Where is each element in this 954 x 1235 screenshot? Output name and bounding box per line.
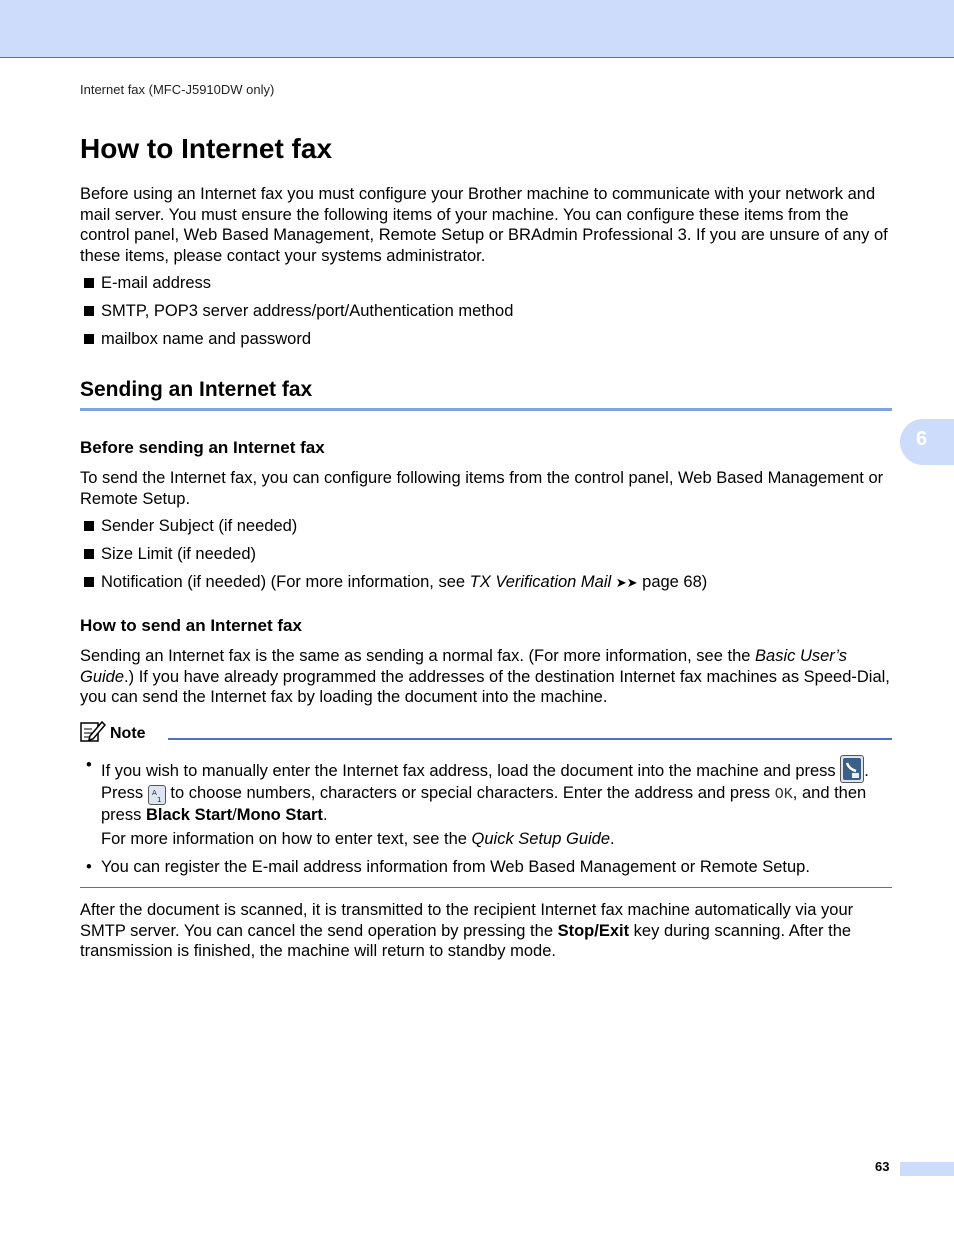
page-number: 63 [875, 1159, 890, 1174]
square-bullet-icon [84, 521, 94, 531]
subsection-heading: How to send an Internet fax [80, 616, 302, 635]
square-bullet-icon [84, 278, 94, 288]
square-bullet-icon [84, 334, 94, 344]
list-item: Notification (if needed) (For more information, see TX Verification Mail ➤➤ page 68) [84, 572, 707, 593]
bullet-dot: • [86, 858, 92, 876]
square-bullet-icon [84, 577, 94, 587]
fax-address-book-icon[interactable] [840, 755, 864, 783]
subsection-paragraph: Sending an Internet fax is the same as sending a normal fax. (For more information, see the Basic User’s Guide.) If you have already programmed the addresses of the destination Internet fax machines as Speed-Dial, you can send the Internet fax by loading the document into the machine. [80, 647, 890, 706]
note-bullet-2: You can register the E-mail address information from Web Based Management or Remote Setup. [101, 858, 810, 876]
stop-exit-key: Stop/Exit [557, 921, 630, 940]
top-color-band [0, 0, 954, 58]
square-bullet-icon [84, 549, 94, 559]
note-subparagraph: For more information on how to enter text, see the Quick Setup Guide. [101, 830, 615, 848]
list-item: E-mail address [84, 273, 211, 293]
note-end-rule [80, 887, 892, 888]
mono-start-key: Mono Start [236, 806, 323, 824]
note-label: Note [110, 725, 146, 742]
running-header: Internet fax (MFC-J5910DW only) [80, 82, 275, 97]
closing-paragraph: After the document is scanned, it is transmitted to the recipient Internet fax machine automatically via your SMTP server. You can cancel the send operation by pressing the Stop/Exit key during scanning. After the transmission is finished, the machine will return to standby mode. [80, 901, 854, 960]
note-header [80, 719, 892, 749]
intro-paragraph: Before using an Internet fax you must configure your Brother machine to communicate with your network and mail server. You must ensure the following items of your machine. You can configure these items from the control panel, Web Based Management, Remote Setup or BRAdmin Professional 3. If you are unsure of any of these items, please contact your systems administrator. [80, 185, 888, 265]
chapter-tab[interactable] [900, 419, 954, 465]
section-heading: Sending an Internet fax [80, 378, 313, 401]
bullet-dot: • [86, 756, 92, 774]
svg-text:A: A [151, 789, 157, 797]
list-item: Sender Subject (if needed) [84, 516, 297, 536]
note-pencil-icon [80, 719, 106, 743]
subsection-paragraph: To send the Internet fax, you can configure following items from the control panel, Web Based Management or Remote Setup. [80, 469, 884, 508]
page-title: How to Internet fax [80, 133, 333, 164]
note-bullet-1: If you wish to manually enter the Internet fax address, load the document into the machine and press . Press A 1 to choose numbers, characters or special characters. Enter the address and press OK, and then press Black Start/Mono Start. [101, 755, 893, 826]
subsection-heading: Before sending an Internet fax [80, 438, 325, 457]
svg-text:1: 1 [156, 796, 162, 804]
symbol-key-icon[interactable] [148, 785, 166, 805]
list-item: SMTP, POP3 server address/port/Authentication method [84, 301, 513, 321]
black-start-key: Black Start [145, 806, 233, 824]
chapter-number: 6 [916, 428, 928, 450]
note-rule [168, 738, 892, 740]
section-rule [80, 408, 892, 411]
page-number-bar [900, 1162, 954, 1176]
list-item: Size Limit (if needed) [84, 544, 256, 564]
cross-reference-link[interactable]: TX Verification Mail [469, 573, 612, 591]
arrow-icon: ➤➤ [615, 575, 638, 590]
list-item: mailbox name and password [84, 329, 311, 349]
square-bullet-icon [84, 306, 94, 316]
